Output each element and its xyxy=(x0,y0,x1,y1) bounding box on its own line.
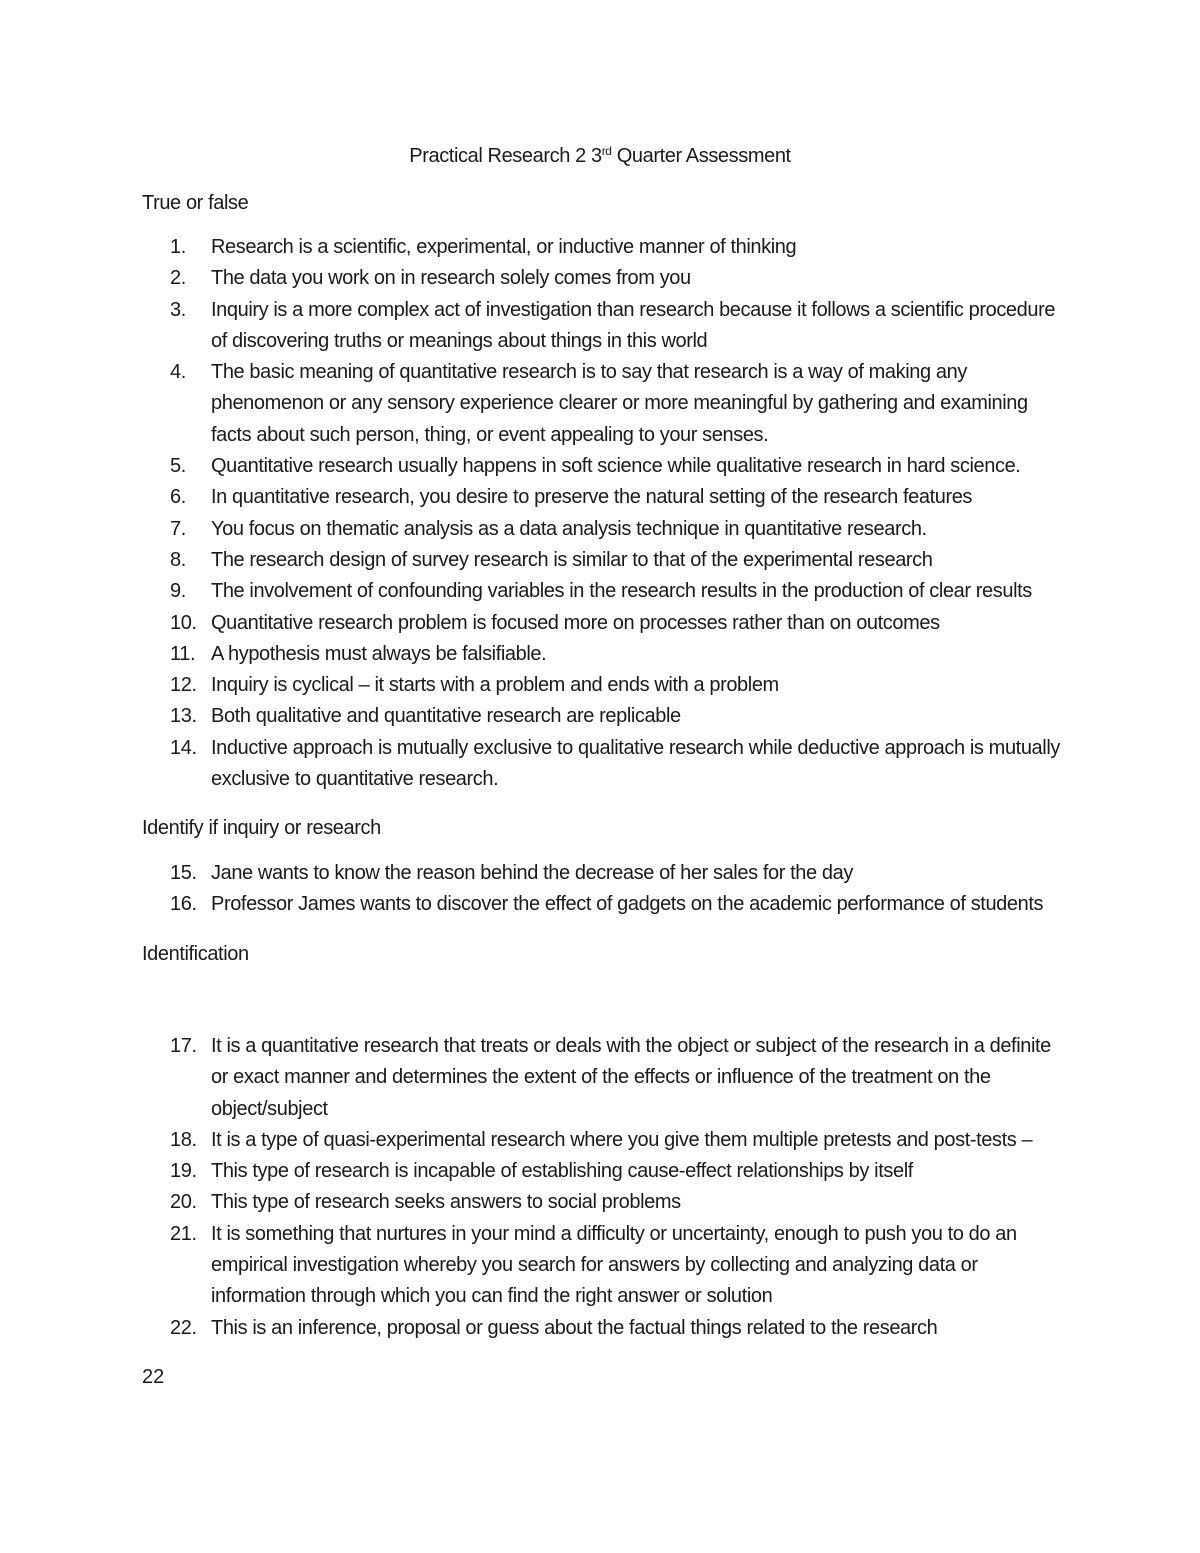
item-text: Inquiry is cyclical – it starts with a problem and ends with a problem xyxy=(211,674,779,697)
item-number: 18. xyxy=(170,1128,197,1151)
item-text: The involvement of confounding variables in the research results in the production of clear results xyxy=(211,580,1032,603)
list-item xyxy=(0,232,1200,263)
item-text: It is a quantitative research that treats or deals with the object or subject of the research in a definite or exact manner and determines the extent of the effects or influence of the treatment on the object/subject xyxy=(211,1035,1051,1120)
item-text: Research is a scientific, experimental, or inductive manner of thinking xyxy=(211,236,797,258)
item-text: Both qualitative and quantitative research are replicable xyxy=(211,705,681,728)
list-item xyxy=(0,733,1200,796)
list-item xyxy=(0,357,1200,451)
list-item xyxy=(0,1031,1200,1125)
title-rest: Quarter Assessment xyxy=(611,145,791,167)
list-item xyxy=(0,608,1200,639)
list-item xyxy=(0,1219,1200,1313)
item-text: The data you work on in research solely comes from you xyxy=(211,267,691,290)
list-item xyxy=(0,1156,1200,1187)
item-number: 2. xyxy=(170,267,186,290)
item-text: This type of research seeks answers to social problems xyxy=(211,1191,681,1214)
list-item xyxy=(0,1125,1200,1156)
identification-list xyxy=(0,1031,1200,1344)
item-text: You focus on thematic analysis as a data analysis technique in quantitative research. xyxy=(211,517,927,540)
item-number: 12. xyxy=(170,674,197,697)
list-item xyxy=(0,701,1200,732)
item-text: Jane wants to know the reason behind the decrease of her sales for the day xyxy=(211,862,853,884)
item-number: 19. xyxy=(170,1160,197,1183)
list-item xyxy=(0,670,1200,701)
item-text: Inquiry is a more complex act of investigation than research because it follows a scientific procedure of discovering truths or meanings about things in this world xyxy=(211,298,1056,352)
item-text: In quantitative research, you desire to preserve the natural setting of the research features xyxy=(211,486,973,509)
list-item xyxy=(0,451,1200,482)
item-number: 3. xyxy=(170,298,186,321)
section-heading-inquiry-research: Identify if inquiry or research xyxy=(142,817,381,839)
item-number: 16. xyxy=(170,893,197,916)
item-number: 6. xyxy=(170,486,186,509)
title-main: Practical Research 2 3 xyxy=(409,145,602,167)
item-text: Professor James wants to discover the effect of gadgets on the academic performance of students xyxy=(211,893,1044,916)
section-heading-true-false: True or false xyxy=(142,192,249,214)
true-false-list xyxy=(0,232,1200,795)
title-superscript: rd xyxy=(601,144,612,158)
item-number: 8. xyxy=(170,548,186,571)
list-item xyxy=(0,576,1200,607)
item-number: 17. xyxy=(170,1035,197,1057)
item-text: A hypothesis must always be falsifiable. xyxy=(211,642,547,665)
item-number: 5. xyxy=(170,455,186,478)
section-heading-identification: Identification xyxy=(142,943,249,965)
item-number: 7. xyxy=(170,517,186,540)
document-title xyxy=(0,143,1200,169)
item-number: 20. xyxy=(170,1191,197,1214)
item-number: 1. xyxy=(170,236,186,258)
item-number: 9. xyxy=(170,580,186,603)
item-number: 10. xyxy=(170,611,197,634)
item-text: It is a type of quasi-experimental research where you give them multiple pretests and post-tests – xyxy=(211,1128,1033,1151)
list-item xyxy=(0,858,1200,889)
list-item xyxy=(0,1187,1200,1218)
item-number: 15. xyxy=(170,862,197,884)
item-number: 14. xyxy=(170,736,197,759)
item-number: 4. xyxy=(170,361,186,384)
list-item xyxy=(0,514,1200,545)
list-item xyxy=(0,295,1200,358)
item-text: Inductive approach is mutually exclusive to qualitative research while deductive approach is mutually exclusive to quantitative research. xyxy=(211,736,1060,791)
item-number: 11. xyxy=(170,642,196,665)
page-number: 22 xyxy=(142,1366,165,1388)
item-number: 21. xyxy=(170,1222,197,1245)
list-item xyxy=(0,482,1200,513)
list-item xyxy=(0,1313,1200,1344)
item-text: Quantitative research usually happens in soft science while qualitative research in hard science. xyxy=(211,455,1021,478)
item-text: The research design of survey research is similar to that of the experimental research xyxy=(211,548,933,571)
list-item xyxy=(0,639,1200,670)
item-text: The basic meaning of quantitative research is to say that research is a way of making any phenomenon or any sensory experience clearer or more meaningful by gathering and examining facts about such person, thing, or event appealing to your senses. xyxy=(211,361,1028,446)
item-text: This type of research is incapable of establishing cause-effect relationships by itself xyxy=(211,1160,913,1183)
list-item xyxy=(0,889,1200,920)
list-item xyxy=(0,263,1200,294)
item-number: 22. xyxy=(170,1316,197,1339)
item-number: 13. xyxy=(170,705,197,728)
list-item xyxy=(0,545,1200,576)
item-text: This is an inference, proposal or guess about the factual things related to the research xyxy=(211,1316,938,1339)
inquiry-research-list xyxy=(0,858,1200,921)
item-text: It is something that nurtures in your mind a difficulty or uncertainty, enough to push you to do an empirical investigation whereby you search for answers by collecting and analyzing data or information through which you can find the right answer or solution xyxy=(211,1222,1017,1308)
item-text: Quantitative research problem is focused more on processes rather than on outcomes xyxy=(211,611,940,634)
